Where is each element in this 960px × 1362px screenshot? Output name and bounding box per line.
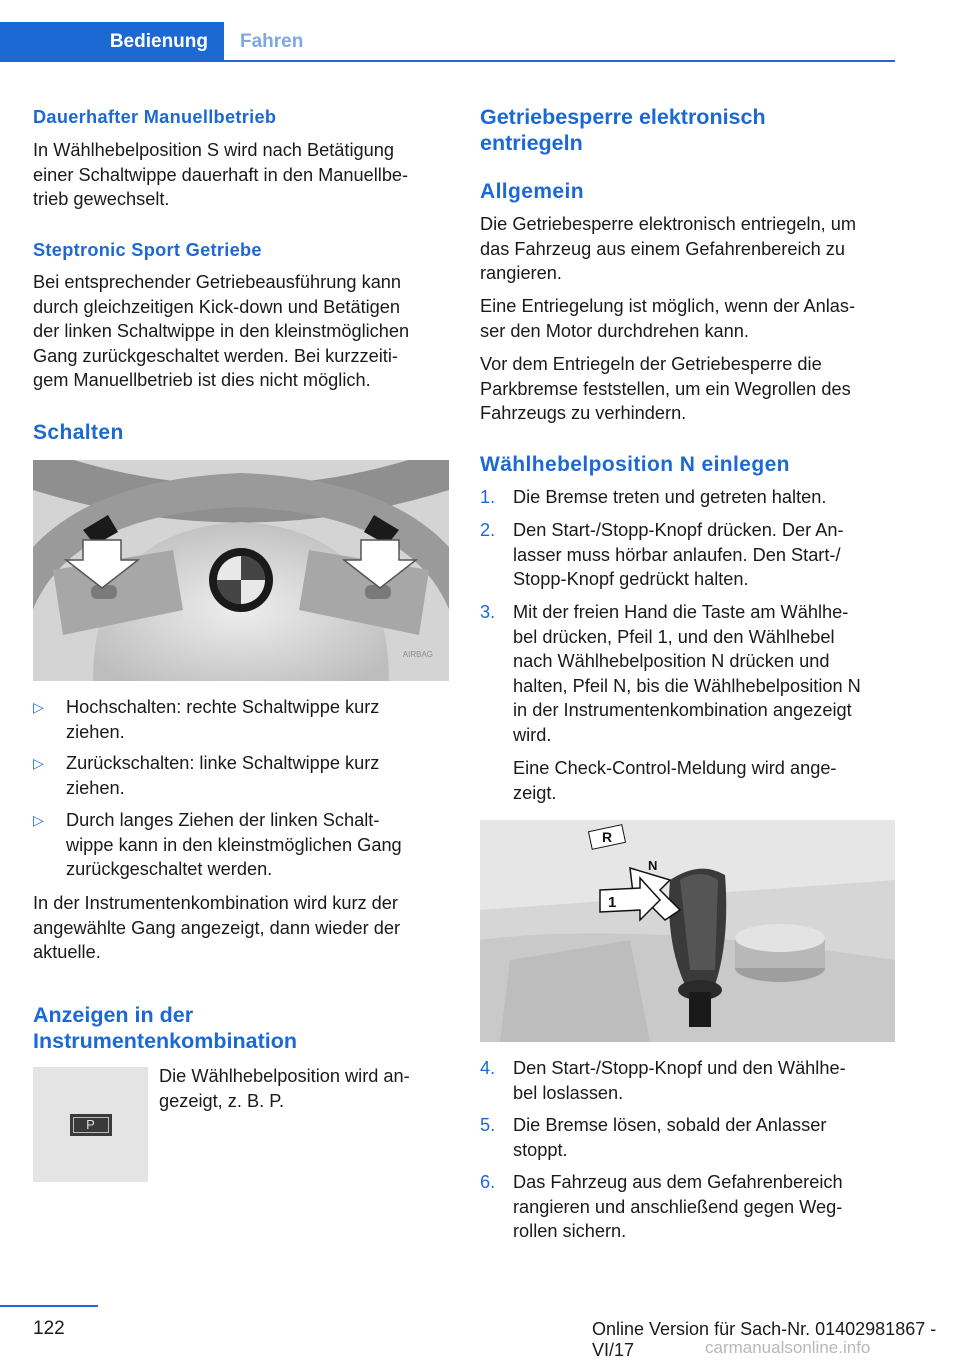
- footer-rule: [0, 1305, 98, 1307]
- step-number: 1.: [480, 487, 496, 507]
- text-line: der linken Schaltwippe in den kleinstmöglichen: [33, 321, 410, 341]
- text-line: Stopp-Knopf gedrückt halten.: [513, 569, 749, 589]
- paragraph-manuellbetrieb: [33, 138, 408, 212]
- text-line: Gang zurückgeschaltet werden. Bei kurzzeiti‐: [33, 345, 398, 366]
- heading-anzeigen-instrumentenkombination: [33, 1002, 297, 1054]
- bullet-triangle-icon: ▷: [33, 699, 44, 715]
- page-number: 122: [33, 1318, 65, 1339]
- text-line: Die Bremse treten und getreten halten.: [513, 487, 827, 507]
- text-line: Vor dem Entriegeln der Getriebesperre die: [480, 354, 822, 374]
- text-line: Bei entsprechender Getriebeausführung kann: [33, 272, 402, 292]
- text-line: In Wählhebelposition S wird nach Betätigung: [33, 140, 394, 160]
- text-line: bel drücken, Pfeil 1, und den Wählhebel: [513, 626, 835, 647]
- text-line: in der Instrumentenkombination angezeigt: [513, 700, 852, 720]
- text-line: aktuelle.: [33, 942, 101, 962]
- text-line: wird.: [513, 724, 552, 745]
- gear-display-image: [33, 1067, 148, 1182]
- bullet-triangle-icon: ▷: [33, 755, 44, 771]
- step-number: 2.: [480, 520, 496, 540]
- paragraph-allgemein-3: [480, 352, 896, 426]
- list-item: [480, 1170, 896, 1244]
- text-line: Die Getriebesperre elektronisch entriegeln, um: [480, 214, 857, 234]
- paragraph-check-control: [513, 756, 896, 805]
- text-line: rollen sichern.: [513, 1221, 627, 1241]
- text-line: durch gleichzeitigen Kick-down und Betätigen: [33, 296, 401, 317]
- list-item-text: [513, 1170, 843, 1244]
- text-line: das Fahrzeug aus einem Gefahrenbereich zu: [480, 238, 845, 259]
- list-item: [33, 695, 449, 744]
- text-line: Die Wählhebelposition wird an‐: [159, 1066, 410, 1086]
- lever-label-1: 1: [608, 894, 617, 911]
- list-item-text: [513, 485, 826, 510]
- list-item-text: [66, 695, 379, 744]
- step-number: 4.: [480, 1058, 496, 1078]
- text-line: trieb gewechselt.: [33, 189, 170, 209]
- list-item-text: [66, 808, 402, 882]
- paragraph-allgemein-2: [480, 294, 896, 343]
- heading-getriebesperre-entriegeln: [480, 104, 766, 156]
- airbag-label: AIRBAG: [402, 650, 433, 659]
- heading-dauerhafter-manuellbetrieb: Dauerhafter Manuellbetrieb: [33, 107, 277, 127]
- list-item: [480, 485, 896, 510]
- list-item-text: [513, 1113, 826, 1162]
- gear-lever-image: [480, 820, 895, 1042]
- text-line: Den Start-/Stopp-Knopf und den Wählhe‐: [513, 1058, 846, 1078]
- list-item-text: [513, 1056, 846, 1105]
- lever-label-r: R: [601, 829, 613, 845]
- text-line: Die Bremse lösen, sobald der Anlasser: [513, 1115, 827, 1135]
- text-line: wippe kann in den kleinstmöglichen Gang: [66, 834, 402, 855]
- steering-wheel-illustration: [33, 460, 449, 681]
- text-line: Durch langes Ziehen der linken Schalt‐: [66, 810, 380, 830]
- heading-allgemein: Allgemein: [480, 180, 584, 203]
- text-line: Eine Entriegelung ist möglich, wenn der Anlas‐: [480, 296, 856, 316]
- text-line: Fahrzeugs zu verhindern.: [480, 403, 687, 423]
- text-line: Hochschalten: rechte Schaltwippe kurz: [66, 697, 380, 717]
- list-item: [480, 1056, 896, 1105]
- list-item: [480, 600, 896, 747]
- step-number: 3.: [480, 602, 496, 622]
- paragraph-steptronic-sport: [33, 270, 409, 393]
- text-line: stoppt.: [513, 1139, 568, 1160]
- text-line: ser den Motor durchdrehen kann.: [480, 320, 749, 341]
- list-item: [480, 1113, 896, 1162]
- text-line: einer Schaltwippe dauerhaft in den Manuellbe‐: [33, 164, 409, 185]
- online-version-text: Online Version für Sach-Nr. 01402981867 - VI/17: [592, 1319, 937, 1360]
- step-number: 6.: [480, 1172, 496, 1192]
- text-line: bel loslassen.: [513, 1082, 624, 1103]
- tab-bedienung[interactable]: Bedienung: [0, 22, 224, 62]
- text-line: Parkbremse feststellen, um ein Wegrollen des: [480, 378, 851, 399]
- gear-indicator-icon: [70, 1114, 112, 1136]
- heading-line: Getriebesperre elektronisch: [480, 105, 766, 129]
- list-item: [33, 808, 449, 882]
- list-item-text: [513, 600, 861, 747]
- text-line: zeigt.: [513, 782, 557, 803]
- list-item: [480, 518, 896, 592]
- text-line: angewählte Gang angezeigt, dann wieder der: [33, 917, 401, 938]
- text-line: Den Start-/Stopp-Knopf drücken. Der An‐: [513, 520, 844, 540]
- tab-fahren[interactable]: Fahren: [240, 31, 304, 52]
- text-line: ziehen.: [66, 721, 125, 742]
- text-line: rangieren und anschließend gegen Weg‐: [513, 1196, 843, 1217]
- text-line: gem Manuellbetrieb ist dies nicht möglich.: [33, 370, 371, 390]
- bullet-triangle-icon: ▷: [33, 812, 44, 828]
- watermark: carmanualsonline.info: [705, 1338, 871, 1357]
- lever-label-n: N: [648, 858, 658, 873]
- heading-waehlhebelposition-n: Wählhebelposition N einlegen: [480, 453, 790, 476]
- heading-steptronic-sport: Steptronic Sport Getriebe: [33, 240, 262, 260]
- text-line: Das Fahrzeug aus dem Gefahrenbereich: [513, 1172, 843, 1192]
- heading-schalten: Schalten: [33, 421, 124, 444]
- text-line: lasser muss hörbar anlaufen. Den Start-/: [513, 544, 841, 565]
- header-tabbar: [0, 0, 895, 62]
- gear-lever-illustration: [480, 820, 895, 1042]
- list-item-text: [66, 751, 379, 800]
- text-line: halten, Pfeil N, bis die Wählhebelposition N: [513, 675, 861, 696]
- text-line: ziehen.: [66, 777, 125, 798]
- text-line: zurückgeschaltet werden.: [66, 859, 273, 879]
- text-line: Eine Check-Control-Meldung wird ange‐: [513, 758, 837, 778]
- text-line: nach Wählhebelposition N drücken und: [513, 651, 830, 671]
- paragraph-gear-display: [159, 1064, 449, 1113]
- step-number: 5.: [480, 1115, 496, 1135]
- text-line: In der Instrumentenkombination wird kurz der: [33, 893, 398, 913]
- list-item: [33, 751, 449, 800]
- tab-rule: [224, 60, 895, 62]
- paragraph-instrument-display: [33, 891, 400, 965]
- text-line: gezeigt, z. B. P.: [159, 1090, 285, 1111]
- heading-line: Instrumentenkombination: [33, 1029, 297, 1053]
- heading-line: Anzeigen in der: [33, 1003, 194, 1027]
- text-line: rangieren.: [480, 263, 562, 283]
- list-item-text: [513, 518, 844, 592]
- steering-wheel-image: [33, 460, 449, 681]
- text-line: Mit der freien Hand die Taste am Wählhe‐: [513, 602, 849, 622]
- heading-line: entriegeln: [480, 131, 583, 155]
- paragraph-allgemein-1: [480, 212, 896, 286]
- text-line: Zurückschalten: linke Schaltwippe kurz: [66, 753, 380, 773]
- gear-letter: P: [73, 1117, 109, 1133]
